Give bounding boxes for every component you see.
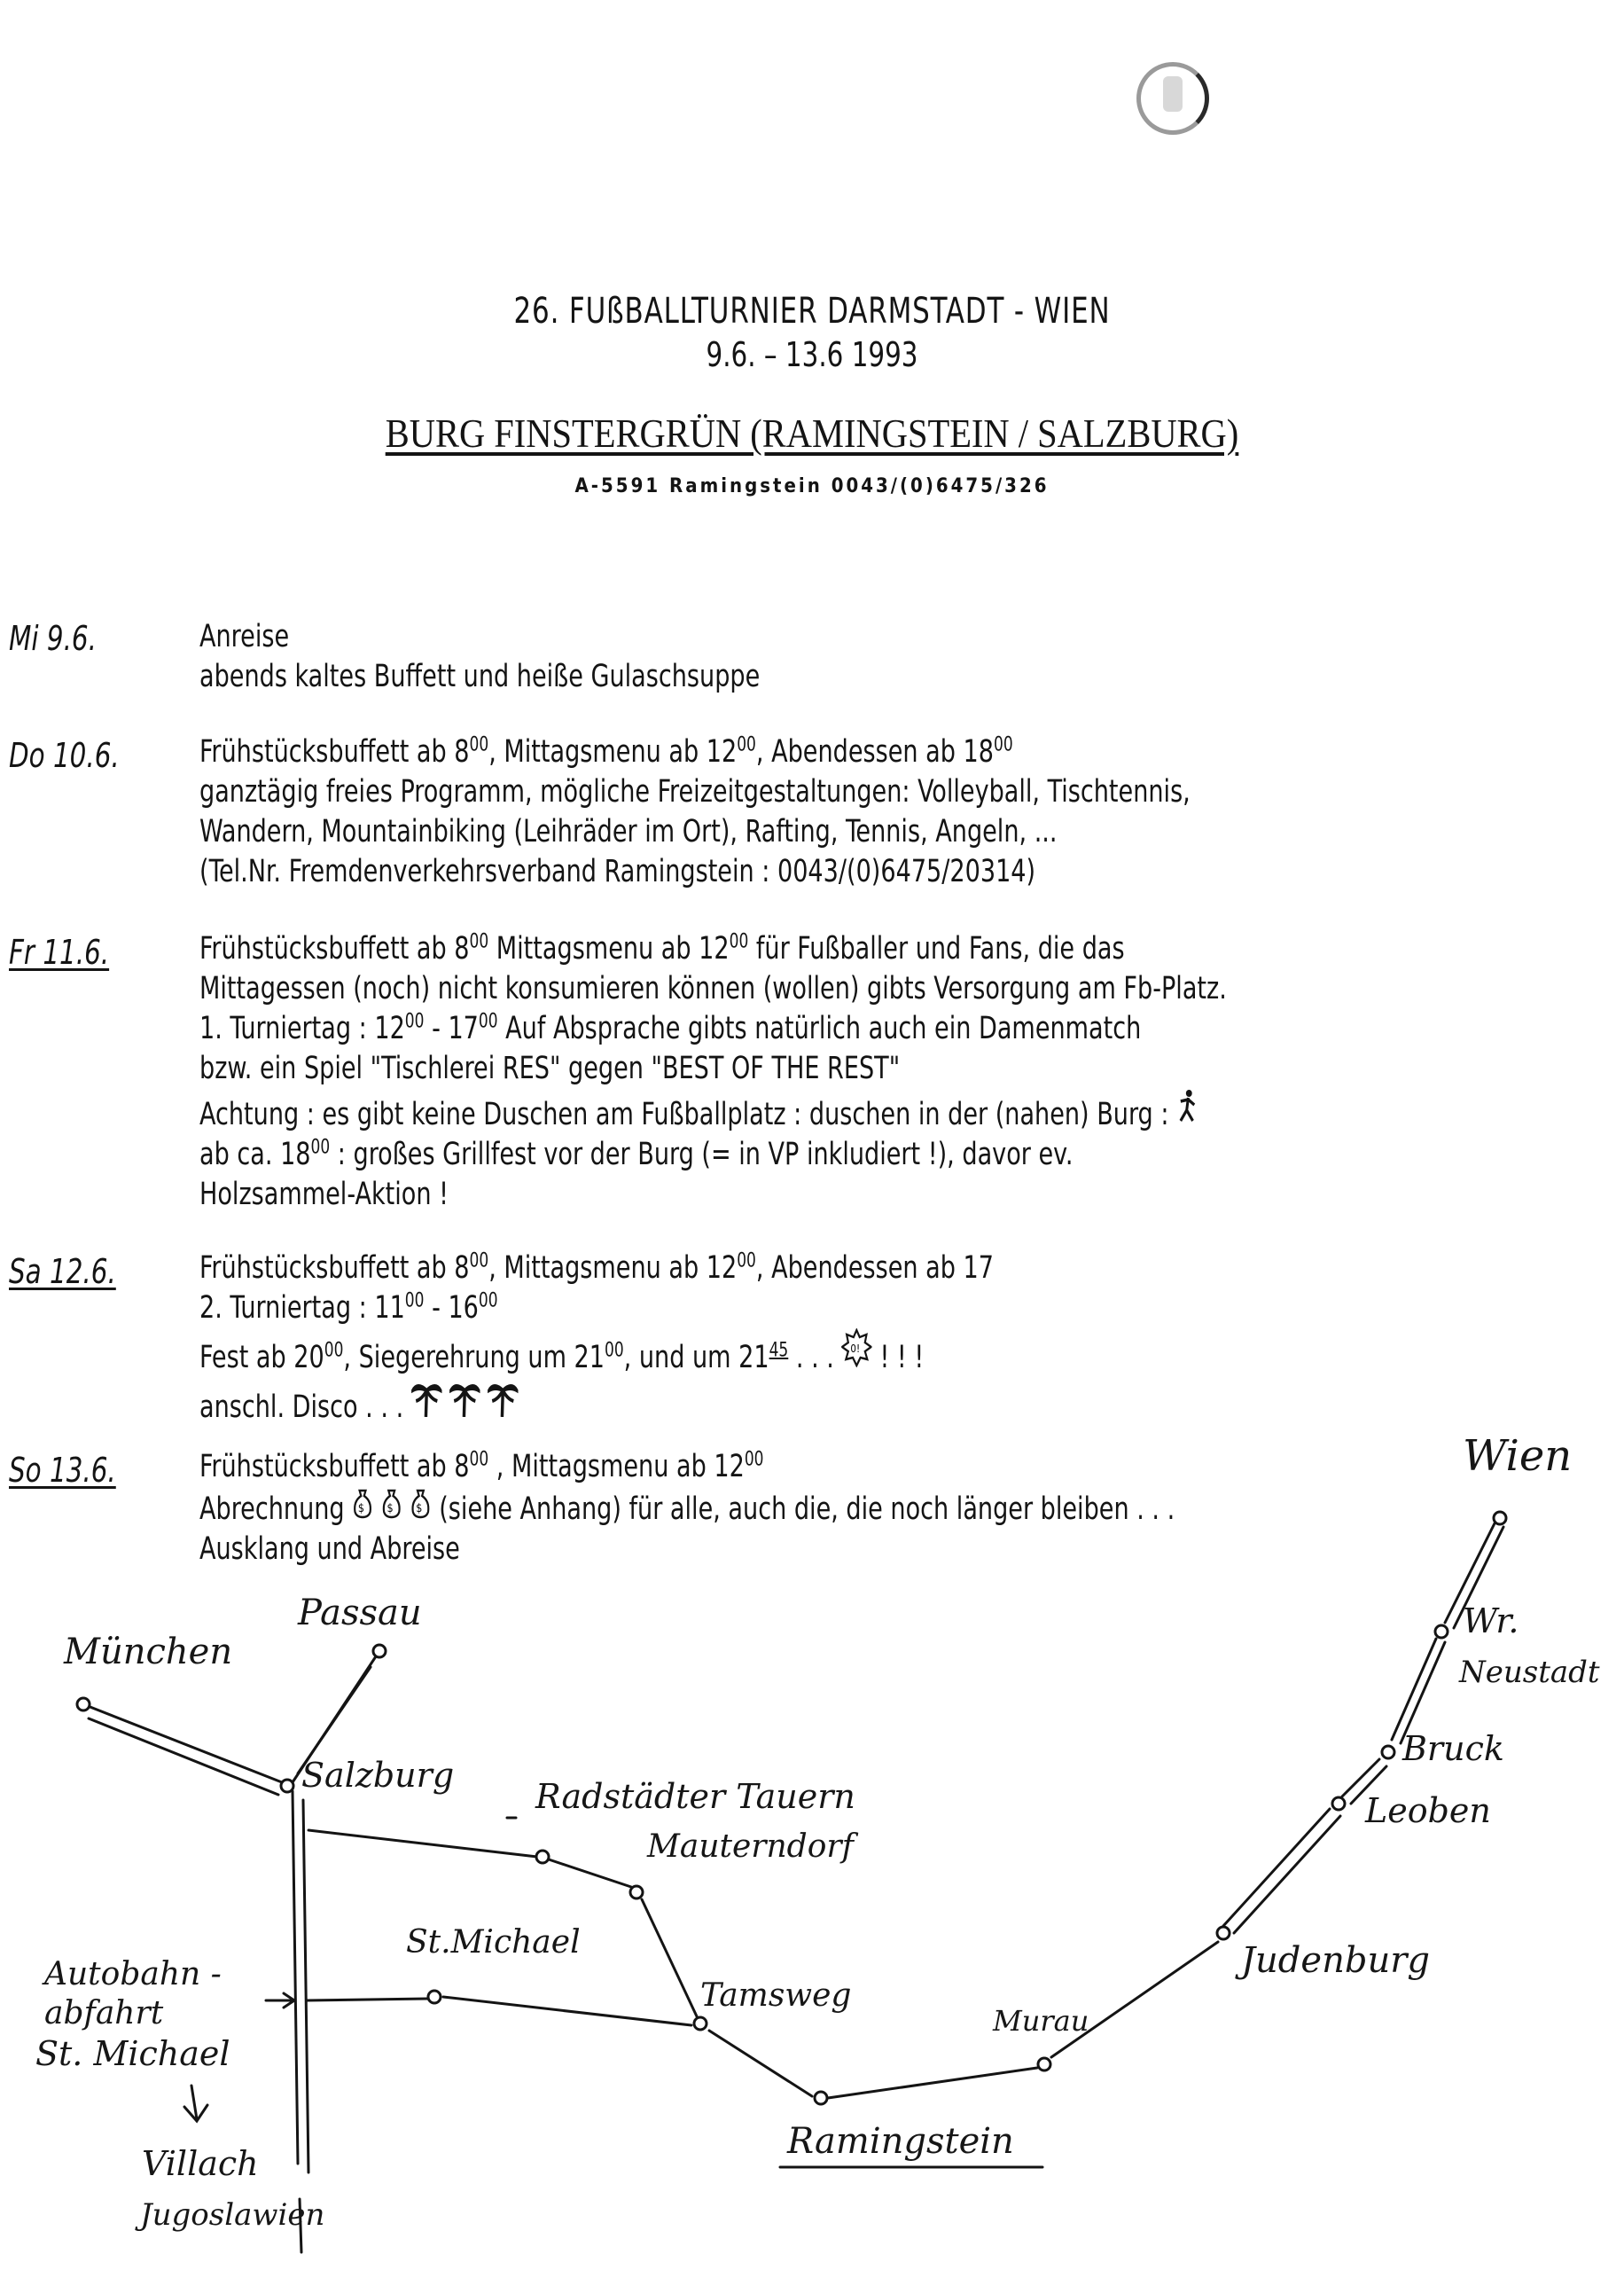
road-tamsweg-ramingstein [709, 2031, 812, 2096]
venue-address: A-5591 Ramingstein 0043/(0)6475/326 [574, 475, 1050, 497]
day-line: Abrechnung $ $ $ (siehe Anhang) für alle, auch die, die noch länger bleiben . . . [199, 1487, 1175, 1530]
venue-title: BURG FINSTERGRÜN (RAMINGSTEIN / SALZBURG) [385, 411, 1239, 456]
node-murau [1038, 2058, 1050, 2070]
node-mauterndorf [630, 1886, 643, 1898]
road-stmichael-tamsweg [443, 1997, 691, 2025]
label-stmichael: St.Michael [406, 1924, 581, 1961]
node-radstaedter [536, 1851, 549, 1863]
document-title: 26. FUßBALLTURNIER DARMSTADT - WIEN [513, 291, 1111, 332]
day-label-sa: Sa 12.6. [9, 1252, 116, 1291]
road-radstaedter-mauterndorf [546, 1859, 631, 1887]
label-wien: Wien [1463, 1431, 1573, 1481]
road-autobahn [293, 1791, 298, 2164]
road-bruck-neustadt [1392, 1639, 1436, 1740]
label-autobahn-2: abfahrt [44, 1995, 164, 2031]
node-bruck [1382, 1746, 1394, 1758]
label-judenburg: Judenburg [1241, 1940, 1430, 1981]
svg-text:$: $ [358, 1501, 365, 1515]
day-line: 1. Turniertag : $12^{00} - 17^{00}$ Auf Absprache gibts natürlich auch ein Damenmatch [199, 1010, 1142, 1046]
label-muenchen: München [64, 1632, 233, 1672]
label-neustadt: Neustadt [1459, 1655, 1600, 1690]
day-label-do: Do 10.6. [9, 736, 120, 775]
day-label-fr: Fr 11.6. [9, 933, 110, 972]
road-ramingstein-murau [828, 2068, 1037, 2098]
node-wien [1494, 1512, 1506, 1524]
svg-text:0!: 0! [850, 1342, 861, 1356]
node-ramingstein [815, 2092, 827, 2104]
day-line: abends kaltes Buffett und heiße Gulaschsuppe [199, 659, 761, 694]
node-muenchen [77, 1698, 90, 1710]
road-muenchen-salzburg-2 [89, 1718, 278, 1795]
svg-text:$: $ [416, 1501, 423, 1515]
node-salzburg [281, 1780, 293, 1792]
day-line: Frühstücksbuffett ab $8^{00}$ , Mittagsmenu ab $12^{00}$ [199, 1448, 764, 1484]
node-neustadt [1435, 1625, 1448, 1638]
road-muenchen-salzburg [83, 1704, 282, 1782]
label-passau: Passau [298, 1593, 422, 1633]
day-line: Anreise [199, 619, 290, 654]
day-line: Achtung : es gibt keine Duschen am Fußballplatz : duschen in der (nahen) Burg : [199, 1089, 1227, 1135]
label-murau: Murau [993, 2004, 1089, 2038]
day-line: Frühstücksbuffett ab $8^{00}$, Mittagsmenu ab $12^{00}$, Abendessen ab 17 [199, 1249, 994, 1286]
label-salzburg: Salzburg [301, 1756, 455, 1795]
label-leoben: Leoben [1365, 1791, 1491, 1830]
day-line: anschl. Disco . . . [199, 1378, 994, 1428]
day-line: ganztägig freies Programm, mögliche Freizeitgestaltungen: Volleyball, Tischtennis, [199, 774, 1191, 810]
day-line: Wandern, Mountainbiking (Leihräder im Ort), Rafting, Tennis, Angeln, ... [199, 814, 1058, 849]
label-mauterndorf: Mauterndorf [647, 1828, 854, 1865]
road-mauterndorf-tamsweg [642, 1899, 697, 2016]
node-tamsweg [694, 2017, 707, 2030]
label-jugoslawien: Jugoslawien [140, 2197, 325, 2233]
label-bruck: Bruck [1402, 1729, 1504, 1768]
label-radstaedter: Radstädter Tauern [535, 1777, 855, 1816]
day-line: (Tel.Nr. Fremdenverkehrsverband Ramingstein : 0043/(0)6475/20314) [199, 854, 1036, 889]
document-dates: 9.6. – 13.6 1993 [706, 335, 918, 374]
label-ramingstein: Ramingstein [787, 2121, 1014, 2162]
day-line: Frühstücksbuffett ab $8^{00}$, Mittagsmenu ab $12^{00}$, Abendessen ab $18^{00}$ [199, 733, 1013, 770]
road-judenburg-leoben [1223, 1809, 1330, 1926]
day-line: ab ca. $18^{00}$ : großes Grillfest vor der Burg (= in VP inkludiert !), davor ev. [199, 1136, 1074, 1172]
road-exit-stmichael [307, 1999, 427, 2000]
svg-text:$: $ [386, 1501, 394, 1515]
day-line: Frühstücksbuffett ab $8^{00}$ Mittagsmenu ab $12^{00}$ für Fußballer und Fans, die das [199, 930, 1125, 967]
day-label-so: So 13.6. [9, 1451, 116, 1490]
day-line: Mittagessen (noch) nicht konsumieren können (wollen) gibts Versorgung am Fb-Platz. [199, 971, 1227, 1006]
day-line: 2. Turniertag : $11^{00} - 16^{00}$ [199, 1289, 498, 1326]
node-stmichael [428, 1991, 441, 2003]
day-line: Fest ab $20^{00}$, Siegerehrung um $21^{00}$, und um $21^{45}$ . . . 0! ! ! ! [199, 1328, 994, 1378]
label-wr: Wr. [1463, 1601, 1519, 1640]
day-label-mi: Mi 9.6. [9, 619, 97, 658]
road-murau-judenburg [1051, 1942, 1218, 2057]
label-autobahn-1: Autobahn - [44, 1956, 222, 1992]
label-villach: Villach [142, 2144, 259, 2183]
road-salzburg-radstaedter [308, 1830, 537, 1857]
node-leoben [1332, 1797, 1345, 1810]
day-line: Ausklang und Abreise [199, 1531, 460, 1567]
down-arrow [184, 2086, 207, 2121]
node-judenburg [1217, 1927, 1230, 1939]
day-line: bzw. ein Spiel "Tischlerei RES" gegen "BEST OF THE REST" [199, 1051, 901, 1086]
node-passau [373, 1645, 386, 1657]
label-tamsweg: Tamsweg [700, 1977, 852, 2014]
day-line: Holzsammel-Aktion ! [199, 1177, 449, 1212]
exit-arrow [266, 1993, 294, 2008]
label-autobahn-3: St. Michael [35, 2034, 230, 2073]
